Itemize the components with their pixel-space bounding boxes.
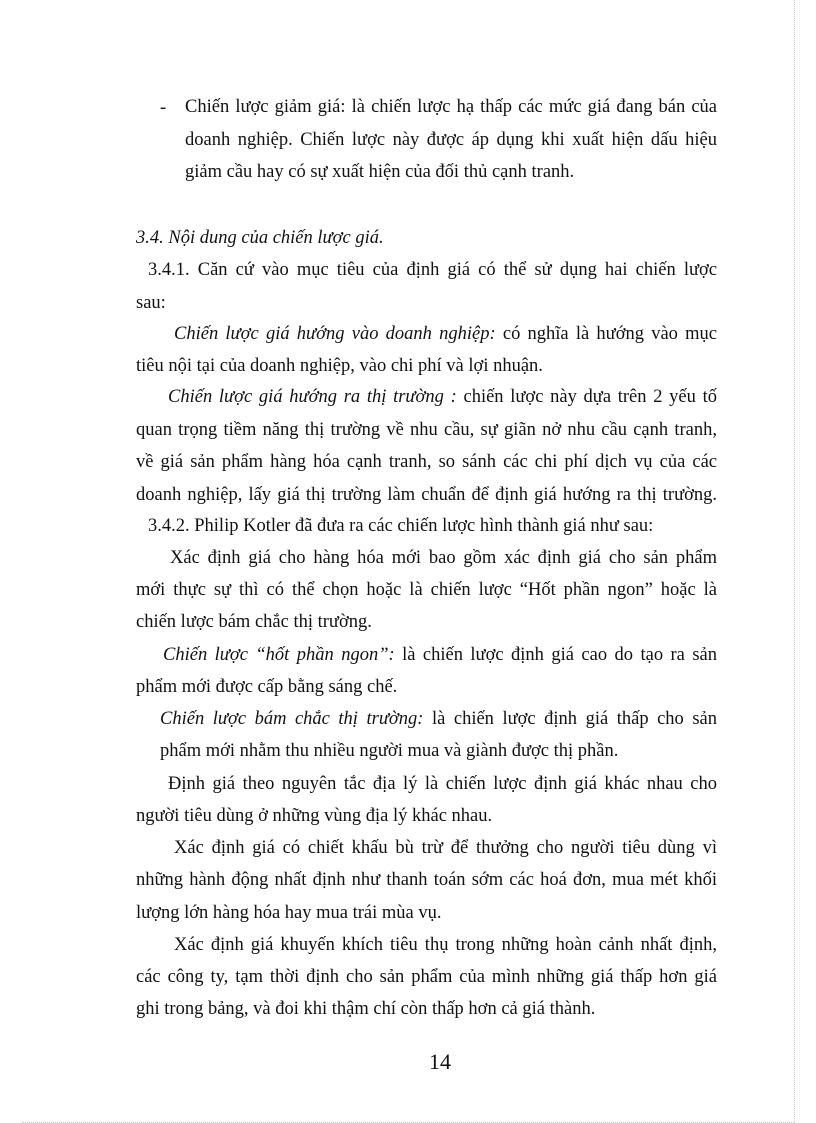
paragraph-2-term: Chiến lược giá hướng ra thị trường : [168,387,457,407]
paragraph-2-line-4: doanh nghiệp, lấy giá thị trường làm chuẩn để định giá hướng ra thị trường. [136,485,717,505]
paragraph-7-line-3: lượng lớn hàng hóa hay mua trái mùa vụ. [136,903,442,923]
paragraph-4-line-1: Chiến lược “hốt phần ngon”: là chiến lược định giá cao do tạo ra sản [163,645,717,665]
paragraph-2-line-1: Chiến lược giá hướng ra thị trường : chiến lược này dựa trên 2 yếu tố [168,387,717,407]
bullet-line-3: giảm cầu hay có sự xuất hiện của đối thủ cạnh tranh. [185,162,575,182]
paragraph-1-term: Chiến lược giá hướng vào doanh nghiệp: [174,324,496,344]
subsection-3-4-1-line-2: sau: [136,293,166,313]
bullet-line-2: doanh nghiệp. Chiến lược này được áp dụng khi xuất hiện dấu hiệu [185,130,717,150]
paragraph-7-line-1: Xác định giá có chiết khấu bù trừ để thưởng cho người tiêu dùng vì [174,838,717,858]
paragraph-8-line-2: các công ty, tạm thời định cho sản phẩm của mình những giá thấp hơn giá [136,967,717,987]
subsection-3-4-1-line-1: 3.4.1. Căn cứ vào mục tiêu của định giá có thể sử dụng hai chiến lược [148,260,717,280]
paragraph-5-line-2: phẩm mới nhằm thu nhiều người mua và giành được thị phần. [160,741,619,761]
paragraph-8-line-3: ghi trong bảng, và đoi khi thậm chí còn thấp hơn cả giá thành. [136,999,596,1019]
paragraph-3-line-1: Xác định giá cho hàng hóa mới bao gồm xác định giá cho sản phẩm [170,548,717,568]
section-heading: 3.4. Nội dung của chiến lược giá. [136,228,384,248]
paragraph-3-line-3: chiến lược bám chắc thị trường. [136,612,372,632]
subsection-3-4-2: 3.4.2. Philip Kotler đã đưa ra các chiến lược hình thành giá như sau: [148,516,654,536]
paragraph-2-line-2: quan trọng tiềm năng thị trường về nhu cầu, sự giãn nở nhu cầu cạnh tranh, [136,420,717,440]
paragraph-5-line-1: Chiến lược bám chắc thị trường: là chiến lược định giá thấp cho sản [160,709,718,729]
paragraph-4-line-2: phẩm mới được cấp bằng sáng chế. [136,677,398,697]
paragraph-5-term: Chiến lược bám chắc thị trường: [160,709,424,729]
paragraph-1-line-2: tiêu nội tại của doanh nghiệp, vào chi phí và lợi nhuận. [136,356,543,376]
paragraph-4-term: Chiến lược “hốt phần ngon”: [163,645,395,665]
page-number: 14 [429,1049,451,1074]
paragraph-6-line-2: người tiêu dùng ở những vùng địa lý khác nhau. [136,806,493,826]
bullet-dash: - [160,98,167,118]
bullet-line-1: Chiến lược giảm giá: là chiến lược hạ thấp các mức giá đang bán của [185,97,717,117]
paragraph-6-line-1: Định giá theo nguyên tắc địa lý là chiến lược định giá khác nhau cho [168,774,717,794]
paragraph-3-line-2: mới thực sự thì có thể chọn hoặc là chiến lược “Hốt phần ngon” hoặc là [136,580,717,600]
margin-guide-vertical [794,0,795,1123]
paragraph-2-line-3: về giá sản phẩm hàng hóa cạnh tranh, so sánh các chi phí dịch vụ của các [136,452,717,472]
paragraph-1-line-1: Chiến lược giá hướng vào doanh nghiệp: có nghĩa là hướng vào mục [174,324,717,344]
paragraph-7-line-2: những hành động nhất định như thanh toán sớm các hoá đơn, mua mét khối [136,870,717,890]
paragraph-8-line-1: Xác định giá khuyến khích tiêu thụ trong những hoàn cảnh nhất định, [174,935,717,955]
